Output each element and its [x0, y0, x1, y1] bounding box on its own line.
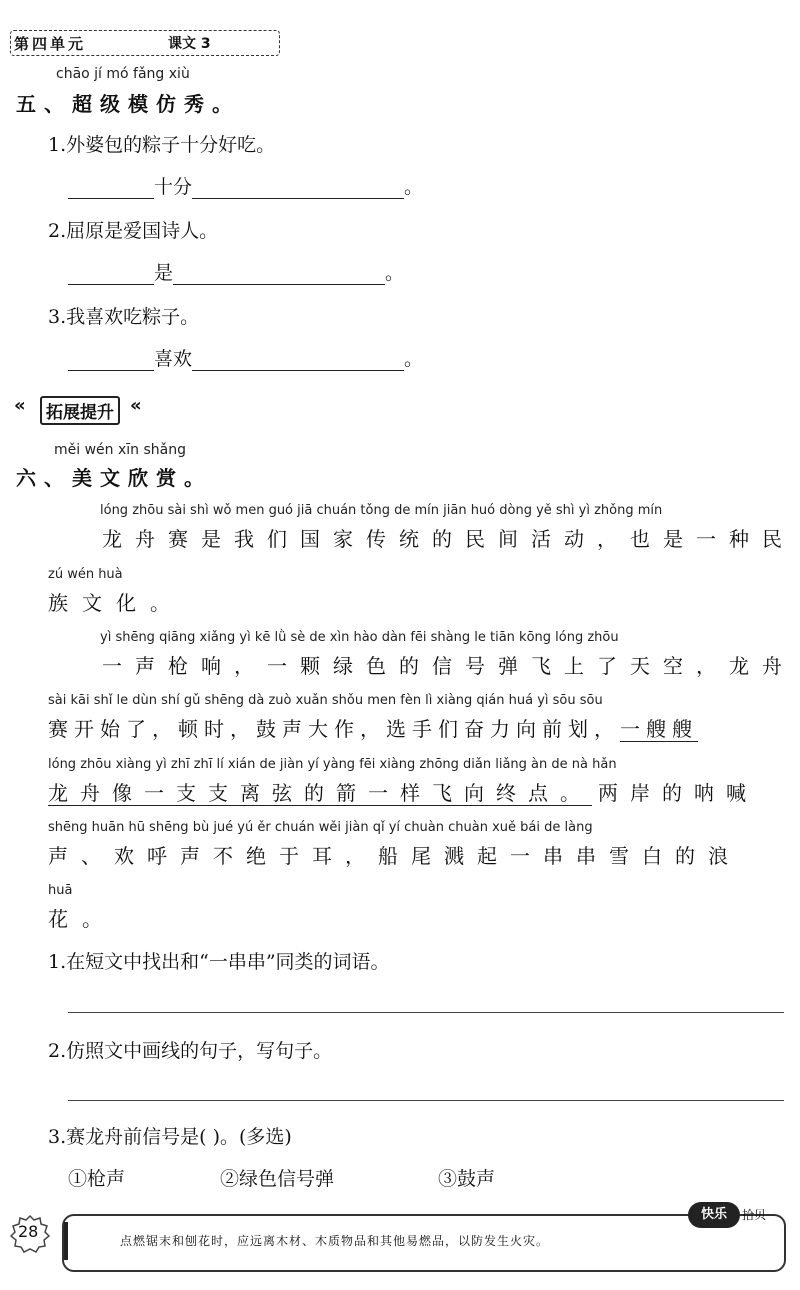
- underlined-sentence: 龙舟像一支支离弦的箭一样飞向终点。: [48, 781, 592, 805]
- passage-line: 一声枪响，一颗绿色的信号弹飞上了天空，龙舟: [102, 654, 795, 678]
- sec5-q3-answer: 喜欢 。: [68, 344, 423, 371]
- sec6-pinyin: měi wén xīn shǎng: [54, 442, 186, 458]
- passage-pinyin: shēng huān hū shēng bù jué yú ěr chuán wěi jiàn qǐ yí chuàn chuàn xuě bái de làng: [48, 820, 593, 835]
- sec5-q1: 1.外婆包的粽子十分好吃。: [48, 134, 276, 156]
- chevron-left-icon: «: [14, 395, 26, 416]
- lesson-label: 课文 3: [168, 36, 211, 52]
- passage-pinyin: sài kāi shǐ le dùn shí gǔ shēng dà zuò xuǎn shǒu men fèn lì xiàng qián huá yì sōu sōu: [48, 693, 603, 708]
- passage-pinyin: huā: [48, 883, 73, 898]
- passage-line: 族文化。: [48, 591, 184, 615]
- brand-logo: 快乐: [688, 1202, 740, 1228]
- unit-label: 第四单元: [14, 35, 87, 53]
- sec5-q1-answer: 十分 。: [68, 172, 423, 199]
- safety-tip: 点燃锯末和刨花时，应远离木材、木质物品和其他易燃品，以防发生火灾。: [120, 1234, 550, 1248]
- answer-blank[interactable]: [192, 350, 404, 371]
- answer-line[interactable]: [68, 1012, 784, 1013]
- sec5-title: 五、超级模仿秀。: [16, 92, 240, 116]
- answer-blank[interactable]: [68, 350, 154, 371]
- option-1[interactable]: ①枪声: [68, 1168, 126, 1190]
- answer-blank[interactable]: [68, 178, 154, 199]
- option-3[interactable]: ③鼓声: [438, 1168, 496, 1190]
- passage-line: 花。: [48, 907, 116, 931]
- passage-pinyin: zú wén huà: [48, 567, 123, 582]
- answer-blank[interactable]: [173, 264, 385, 285]
- sec5-pinyin: chāo jí mó fǎng xiù: [56, 66, 190, 82]
- passage-pinyin: yì shēng qiāng xiǎng yì kē lǜ sè de xìn hào dàn fēi shàng le tiān kōng lóng zhōu: [100, 630, 619, 645]
- passage-line: 声、欢呼声不绝于耳，船尾溅起一串串雪白的浪: [48, 844, 741, 868]
- sec5-q3: 3.我喜欢吃粽子。: [48, 306, 200, 328]
- page-number: 28: [18, 1222, 39, 1241]
- answer-blank[interactable]: [68, 264, 154, 285]
- answer-line[interactable]: [68, 1100, 784, 1101]
- passage-line: 龙舟赛是我们国家传统的民间活动，也是一种民: [102, 527, 795, 551]
- question-3: 3.赛龙舟前信号是( )。(多选): [48, 1126, 292, 1148]
- sec5-q2: 2.屈原是爱国诗人。: [48, 220, 219, 242]
- banner-label: 拓展提升: [40, 396, 120, 425]
- option-2[interactable]: ②绿色信号弹: [220, 1168, 335, 1190]
- question-1: 1.在短文中找出和“一串串”同类的词语。: [48, 951, 390, 973]
- passage-pinyin: lóng zhōu sài shì wǒ men guó jiā chuán tǒng de mín jiān huó dòng yě shì yì zhǒng mín: [100, 503, 663, 518]
- passage-pinyin: lóng zhōu xiàng yì zhī zhī lí xián de jiàn yí yàng fēi xiàng zhōng diǎn liǎng àn de nà hǎn: [48, 757, 617, 772]
- tip-bar: [64, 1222, 68, 1260]
- answer-blank[interactable]: [192, 178, 404, 199]
- question-2: 2.仿照文中画线的句子，写句子。: [48, 1040, 333, 1062]
- underlined-sentence: 一艘艘: [620, 717, 698, 741]
- passage-line: 龙舟像一支支离弦的箭一样飞向终点。 两岸的呐喊: [48, 781, 758, 805]
- chevron-left-icon: «: [130, 395, 142, 416]
- sec5-q2-answer: 是 。: [68, 258, 404, 285]
- brand-logo-text: 拾贝: [742, 1208, 767, 1222]
- passage-line: 赛开始了，顿时，鼓声大作，选手们奋力向前划，一艘艘: [48, 717, 698, 741]
- sec6-title: 六、美文欣赏。: [16, 466, 212, 490]
